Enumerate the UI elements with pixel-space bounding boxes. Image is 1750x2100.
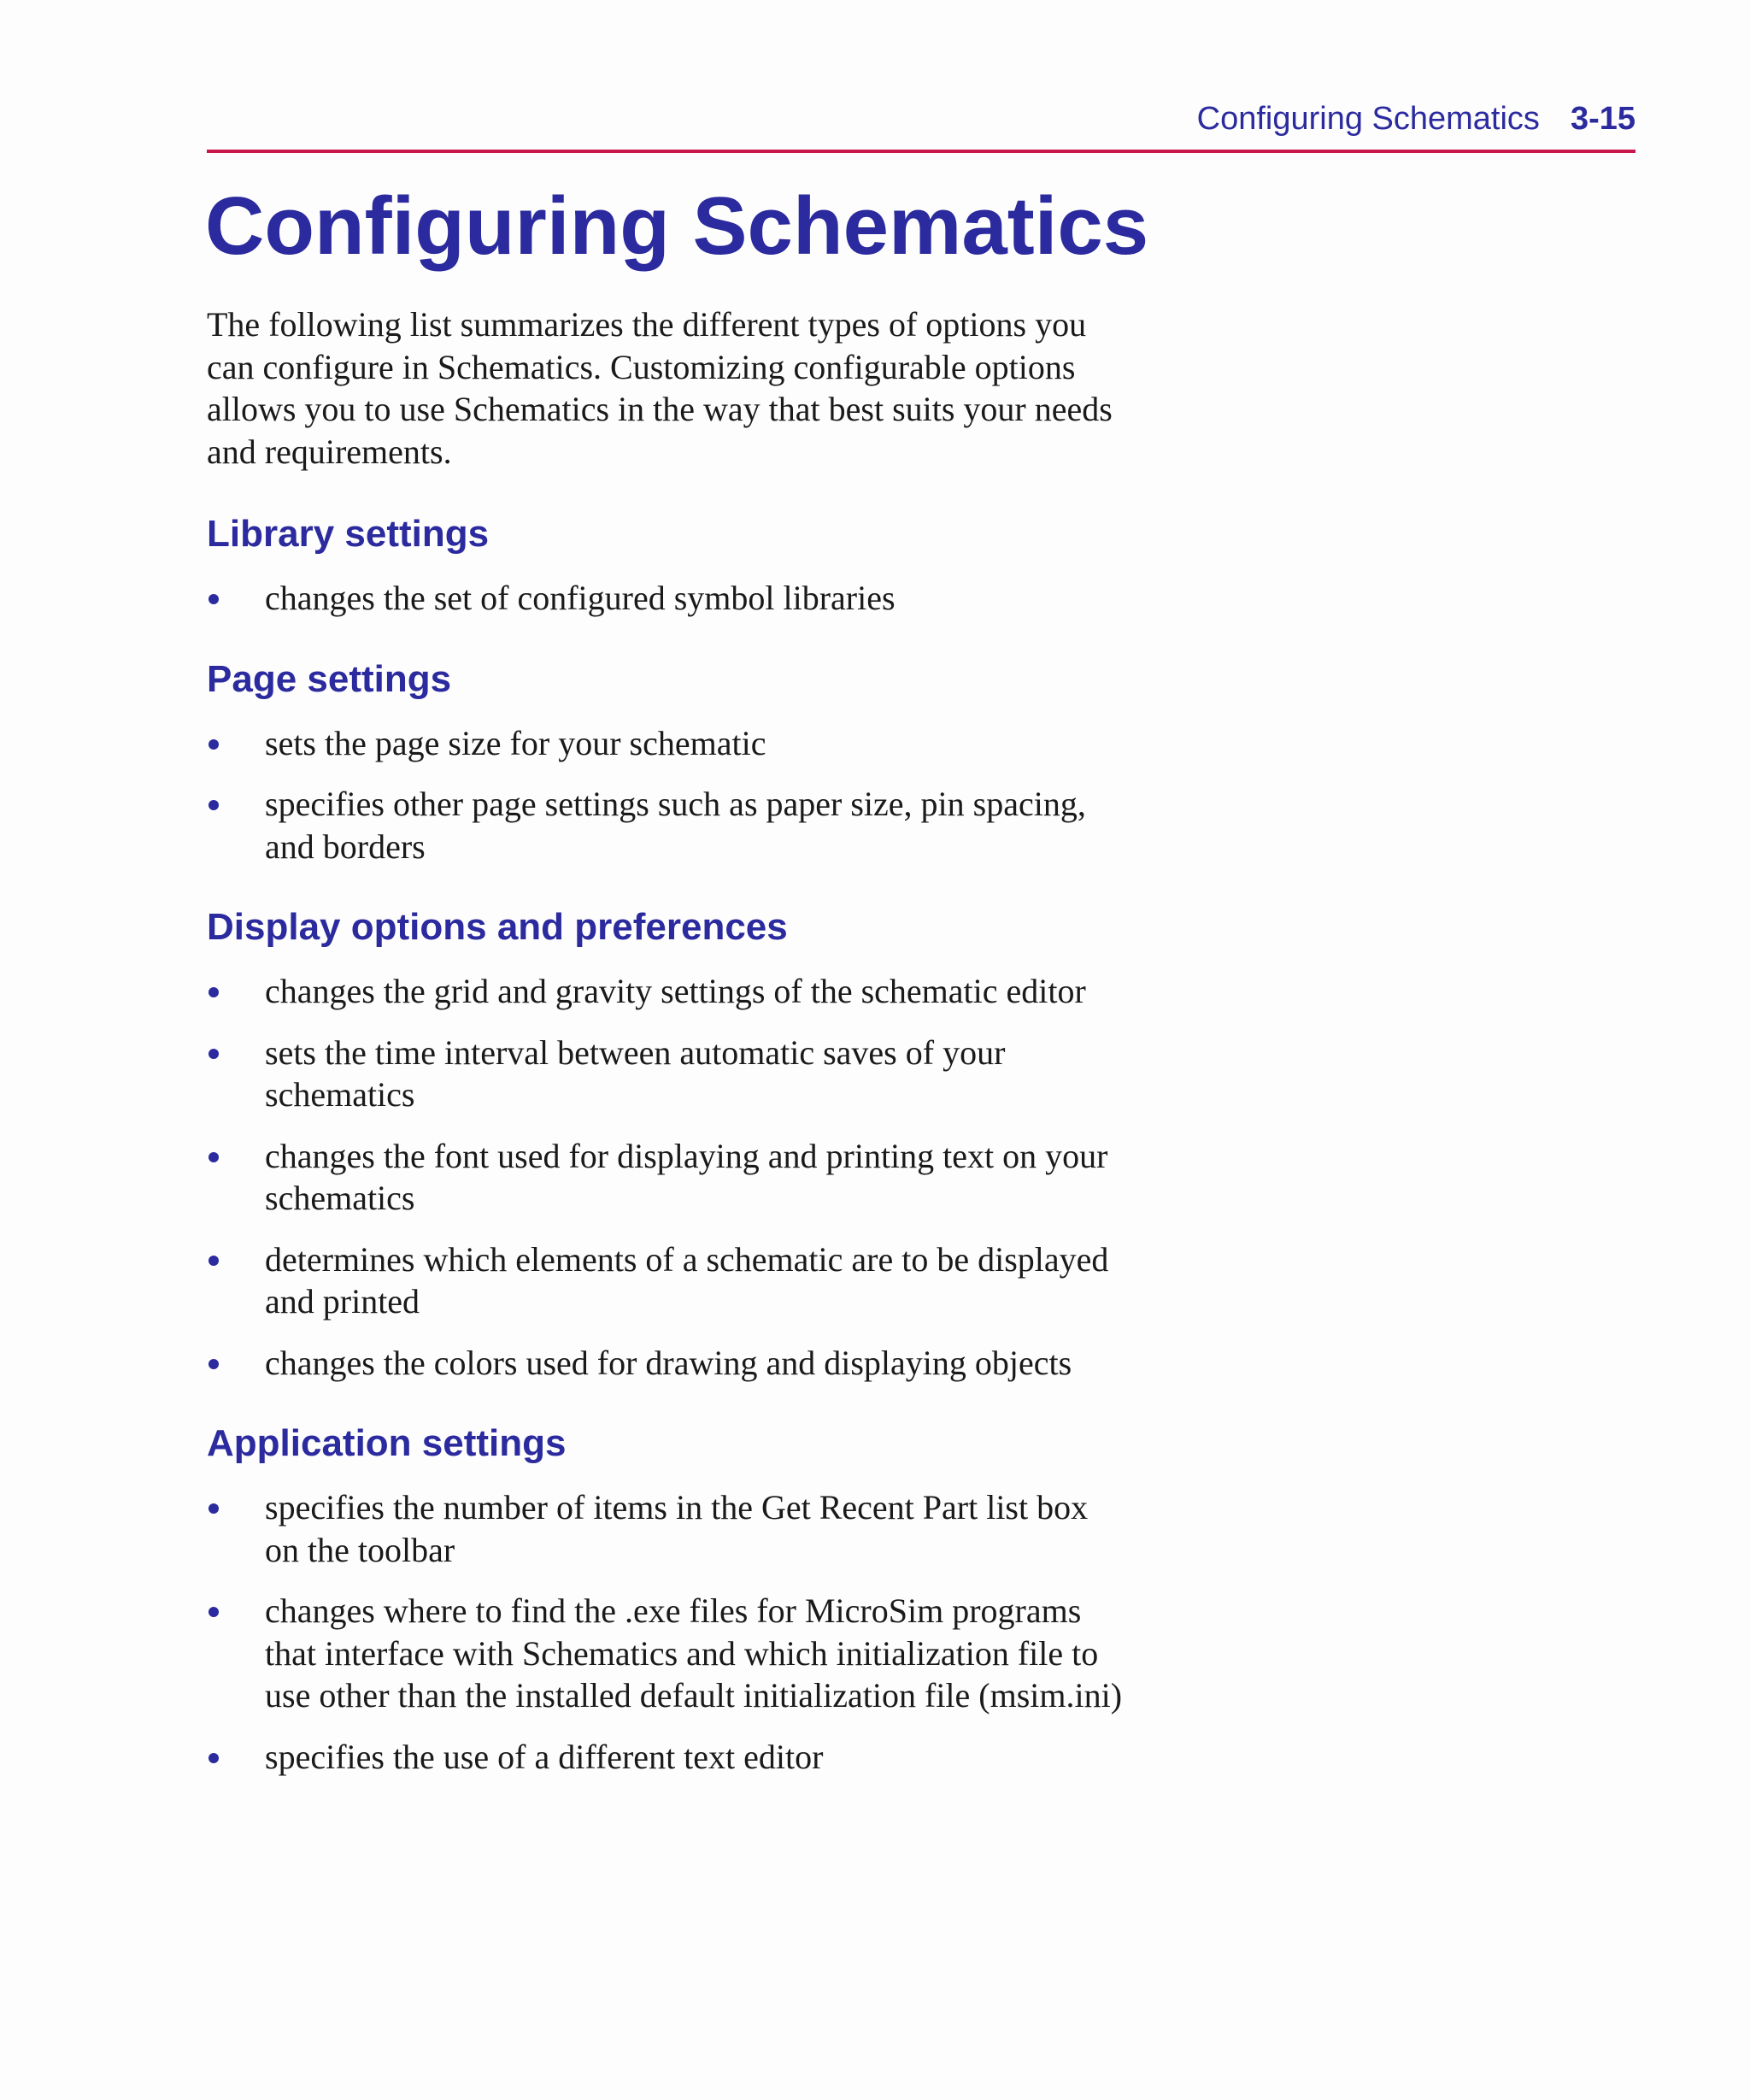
list-item-text: changes the font used for displaying and printing text on your schematics [265, 1136, 1108, 1217]
section-library-settings [207, 510, 1130, 620]
bullet-list [207, 577, 1130, 620]
bullet-list [207, 1486, 1130, 1778]
list-item-text: changes the set of configured symbol libraries [265, 579, 896, 617]
running-header-title: Configuring Schematics [1196, 101, 1540, 137]
list-item [207, 1736, 1130, 1779]
page-title: Configuring Schematics [205, 180, 1149, 272]
list-item [207, 1486, 1130, 1571]
list-item-text: determines which elements of a schematic are to be displayed and printed [265, 1239, 1109, 1321]
list-item-text: specifies the number of items in the Get Recent Part list box on the toolbar [265, 1488, 1089, 1569]
page-number: 3-15 [1570, 101, 1635, 137]
list-item [207, 783, 1130, 868]
bullet-icon [208, 1256, 219, 1266]
section-heading: Library settings [207, 513, 490, 555]
list-item [207, 1135, 1130, 1220]
list-item [207, 577, 1130, 620]
bullet-icon [208, 1503, 219, 1514]
bullet-icon [208, 1359, 219, 1369]
bullet-icon [208, 1049, 219, 1059]
header-rule [207, 150, 1635, 153]
bullet-icon [208, 594, 219, 604]
list-item [207, 1238, 1130, 1323]
list-item-text: changes the grid and gravity settings of the schematic editor [265, 972, 1086, 1010]
section-application-settings [207, 1420, 1130, 1778]
section-display-options [207, 903, 1130, 1384]
list-item [207, 722, 1130, 765]
section-heading: Display options and preferences [207, 906, 788, 948]
list-item-text: changes the colors used for drawing and displaying objects [265, 1343, 1072, 1382]
list-item-text: changes where to find the .exe files for MicroSim programs that interface with Schematics and which initialization file to use other than the installed default initialization file (msim.ini) [265, 1591, 1123, 1715]
list-item-text: sets the time interval between automatic saves of your schematics [265, 1032, 1006, 1114]
list-item [207, 970, 1130, 1013]
bullet-icon [208, 1753, 219, 1763]
list-item-text: sets the page size for your schematic [265, 723, 766, 762]
list-item-text: specifies other page settings such as paper size, pin spacing, and borders [265, 785, 1086, 866]
list-item-text: specifies the use of a different text editor [265, 1737, 824, 1776]
intro-paragraph: The following list summarizes the different types of options you can configure in Schematics. Customizing configurable options allows you to use Schematics in the way that best suits your needs and requirements. [207, 305, 1113, 471]
bullet-list [207, 970, 1130, 1384]
list-item [207, 1590, 1130, 1717]
bullet-icon [208, 1152, 219, 1162]
bullet-list [207, 722, 1130, 868]
running-header [1197, 103, 1635, 135]
bullet-icon [208, 800, 219, 810]
section-page-settings [207, 656, 1130, 868]
section-heading: Page settings [207, 657, 452, 700]
list-item [207, 1032, 1130, 1116]
list-item [207, 1342, 1130, 1385]
bullet-icon [208, 739, 219, 750]
bullet-icon [208, 987, 219, 997]
document-body [207, 303, 1130, 1778]
section-heading: Application settings [207, 1422, 567, 1464]
bullet-icon [208, 1607, 219, 1617]
